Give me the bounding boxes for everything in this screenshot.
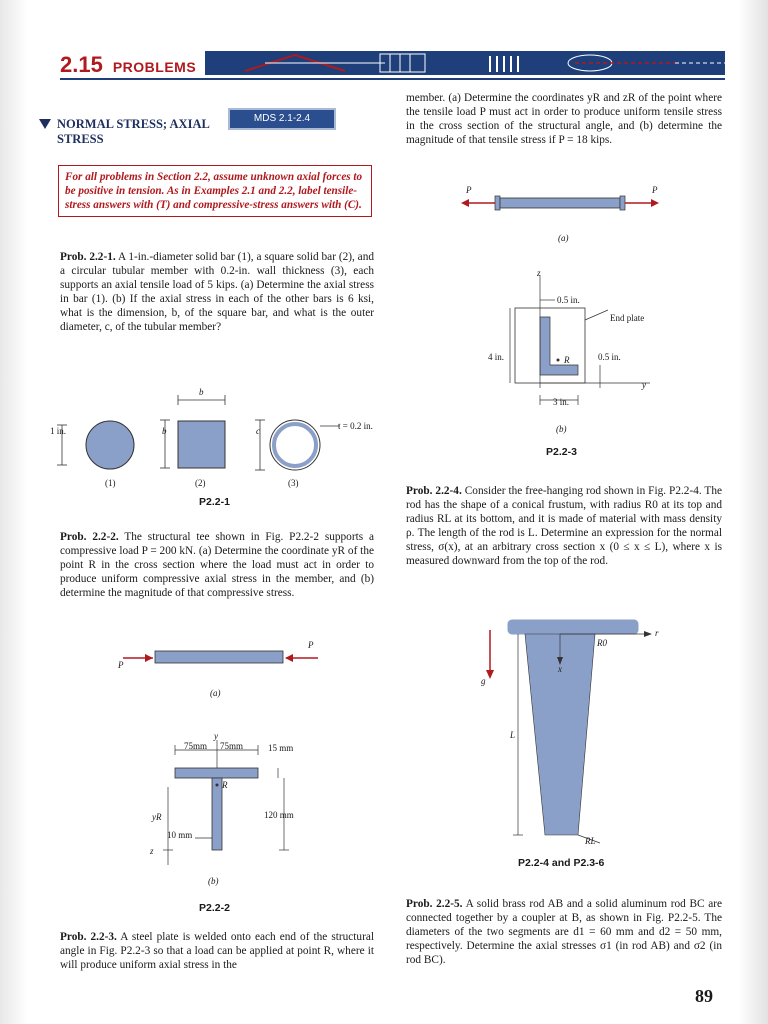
problem-2-2-5 [406, 897, 722, 967]
load-P-right: P [652, 185, 658, 195]
page-left-shadow [0, 0, 28, 1024]
header-rule [60, 78, 725, 80]
problem-2-2-3-continued: member. (a) Determine the coordinates yR and zR of the point where the tensile load P must act in order to produce uniform tensile stress in the cross section of the structural angle, and (b) determine the magnitude of that tensile stress if P = 18 kips. [406, 92, 722, 147]
problem-label: Prob. 2.2-5. [406, 898, 463, 910]
problem-label: Prob. 2.2-2. [60, 531, 119, 543]
problem-text: A 1-in.-diameter solid bar (1), a square solid bar (2), and a circular tubular member with 0.2-in. wall thickness (3), each supports an axial tensile load of 5 kips. (a) Determine the axial stress in bar (1). (b) If the axial stress in each of the other bars is 6 ksi, what is the dimension, b, of the square bar, and what is the outer diameter, c, of the tubular member? [60, 251, 374, 334]
problem-text: A solid brass rod AB and a solid aluminum rod BC are connected together by a coupler at B, as shown in Fig. P2.2-5. The diameters of the two segments are d1 = 60 mm and d2 = 50 mm, respectively. Determine the axial stresses σ1 (in rod AB) and σ2 (in rod BC). [406, 898, 722, 967]
dim-120: 120 mm [264, 810, 294, 820]
problem-text: The structural tee shown in Fig. P2.2-2 supports a compressive load P = 200 kN. (a) Determine the coordinate yR of the point R in the cross section where the load must act in order to produce uniform compressive axial stress in the member, and (b) determine the magnitude of that compressive stress. [60, 531, 375, 600]
dim-b-top: b [199, 387, 204, 397]
load-P-left: P [118, 660, 124, 670]
radius-R0: R0 [597, 638, 607, 648]
problem-label: Prob. 2.2-3. [60, 931, 117, 943]
dim-c: c [256, 426, 260, 436]
header-decoration [205, 51, 725, 75]
figure-p2-2-3a [455, 188, 675, 222]
radius-RL: RL [585, 836, 596, 846]
problem-label: Prob. 2.2-1. [60, 251, 116, 263]
figure-caption-p2-2-2: P2.2-2 [199, 902, 230, 914]
section-header [60, 52, 196, 78]
fig-label-1: (1) [105, 478, 116, 488]
fig-label-2: (2) [195, 478, 206, 488]
axis-y: y [214, 731, 218, 741]
dim-3in: 3 in. [553, 397, 570, 407]
mds-badge: MDS 2.1-2.4 [228, 108, 336, 130]
problem-2-2-3 [60, 930, 374, 972]
figure-p2-2-1 [50, 380, 380, 480]
fig-label-3: (3) [288, 478, 299, 488]
dim-10: 10 mm [167, 830, 193, 840]
problem-2-2-2 [60, 530, 374, 600]
subfig-b: (b) [556, 424, 567, 434]
gravity-g: g [481, 676, 486, 686]
header-banner [205, 51, 725, 75]
dim-15: 15 mm [268, 743, 294, 753]
page-number: 89 [695, 986, 713, 1006]
dim-75-right: 75mm [220, 741, 244, 751]
dim-b-side: b [162, 426, 167, 436]
figure-p2-2-2a [118, 638, 338, 678]
subfig-a: (a) [210, 688, 221, 698]
axis-y: y [642, 380, 646, 390]
load-P-right: P [308, 640, 314, 650]
subfig-a: (a) [558, 233, 569, 243]
point-R: R [222, 780, 228, 790]
dim-75-left: 75mm [184, 741, 208, 751]
section-number: 2.15 [60, 52, 103, 77]
problem-text: A steel plate is welded onto each end of the structural angle in Fig. P2.2-3 so that a load can be applied at point R, where it will produce uniform axial stress in the [60, 931, 374, 972]
dim-t: t = 0.2 in. [338, 421, 373, 431]
section-heading: NORMAL STRESS; AXIAL STRESS [57, 117, 210, 146]
dim-0-5-top: 0.5 in. [557, 295, 580, 305]
point-R: R [564, 355, 570, 365]
dim-yR: yR [152, 812, 162, 822]
coord-x: x [558, 664, 562, 674]
end-plate-label: End plate [610, 313, 645, 323]
problem-label: Prob. 2.2-4. [406, 485, 462, 497]
load-P-left: P [466, 185, 472, 195]
problem-2-2-1 [60, 250, 374, 335]
triangle-bullet-icon [38, 117, 52, 131]
subfig-b: (b) [208, 876, 219, 886]
figure-p2-2-2b [150, 735, 320, 875]
problem-2-2-4 [406, 484, 722, 569]
length-L: L [510, 730, 516, 740]
figure-caption-p2-2-3: P2.2-3 [546, 446, 577, 458]
section-note: For all problems in Section 2.2, assume unknown axial forces to be positive in tension. As in Examples 2.1 and 2.2, label tensile-stress answers with (T) and compressive-stress answers with (C). [58, 165, 372, 217]
figure-caption-p2-2-4: P2.2-4 and P2.3-6 [518, 857, 605, 869]
dim-0-5-right: 0.5 in. [598, 352, 621, 362]
problem-text: Consider the free-hanging rod shown in Fig. P2.2-4. The rod has the shape of a conical frustum, with radius R0 at its top and radius RL at its bottom, and it is made of material with mass density ρ. The length of the rod is L. Determine an expression for the normal stress, σ(x), at an arbitrary cross section x (0 ≤ x ≤ L), where x is measured downward from the top of the rod. [406, 485, 722, 568]
page-right-shadow [738, 0, 768, 1024]
coord-r: r [655, 628, 659, 638]
section-title: PROBLEMS [112, 59, 197, 75]
figure-p2-2-3b [500, 270, 660, 420]
dim-1in: 1 in. [50, 426, 67, 436]
axis-z: z [150, 846, 154, 856]
axis-z: z [537, 268, 541, 278]
dim-4in: 4 in. [488, 352, 505, 362]
figure-caption-p2-2-1: P2.2-1 [199, 496, 230, 508]
